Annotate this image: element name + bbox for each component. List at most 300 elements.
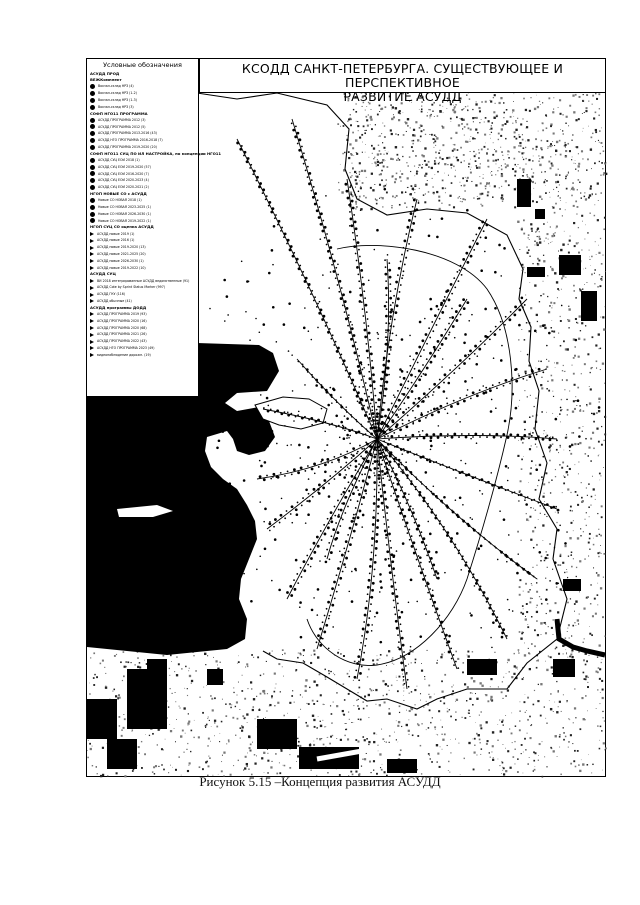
signal-dot xyxy=(370,455,372,457)
signal-dot xyxy=(433,595,435,597)
terrain-speck xyxy=(279,762,280,763)
signal-dot xyxy=(465,436,468,439)
terrain-speck xyxy=(580,330,581,331)
terrain-speck xyxy=(393,114,394,115)
terrain-speck xyxy=(371,109,372,110)
terrain-speck xyxy=(464,758,465,759)
signal-dot xyxy=(456,532,459,535)
signal-dot xyxy=(369,596,371,598)
signal-dot xyxy=(531,435,533,437)
signal-dot xyxy=(421,376,423,378)
terrain-speck xyxy=(421,111,423,113)
signal-dot xyxy=(598,406,601,409)
signal-dot xyxy=(477,547,480,550)
terrain-speck xyxy=(188,765,189,766)
terrain-speck xyxy=(310,662,312,664)
terrain-speck xyxy=(399,754,401,756)
terrain-speck xyxy=(406,207,407,208)
terrain-speck xyxy=(602,770,603,771)
terrain-speck xyxy=(485,694,487,696)
terrain-speck xyxy=(523,118,524,119)
signal-dot xyxy=(559,413,561,415)
terrain-speck xyxy=(540,683,542,685)
terrain-speck xyxy=(546,669,548,671)
terrain-speck xyxy=(605,162,606,163)
signal-dot xyxy=(220,393,222,395)
signal-dot xyxy=(362,315,364,317)
signal-dot xyxy=(355,341,357,343)
terrain-speck xyxy=(507,659,509,661)
terrain-speck xyxy=(327,737,328,738)
terrain-speck xyxy=(356,176,358,178)
terrain-speck xyxy=(448,761,449,762)
signal-dot xyxy=(376,533,379,536)
terrain-speck xyxy=(409,734,410,735)
signal-dot xyxy=(509,433,512,436)
terrain-speck xyxy=(525,618,527,620)
terrain-speck xyxy=(366,130,367,131)
terrain-speck xyxy=(552,111,554,113)
signal-dot xyxy=(361,666,363,668)
terrain-speck xyxy=(363,708,365,710)
signal-dot xyxy=(327,526,330,529)
terrain-speck xyxy=(237,663,238,664)
signal-dot xyxy=(434,517,437,520)
signal-dot xyxy=(492,384,494,386)
terrain-speck xyxy=(474,117,475,118)
terrain-speck xyxy=(573,558,574,559)
terrain-speck xyxy=(242,726,244,728)
signal-dot xyxy=(500,436,502,438)
signal-dot xyxy=(401,611,404,614)
terrain-speck xyxy=(572,182,573,183)
terrain-speck xyxy=(572,743,573,744)
signal-dot xyxy=(426,343,428,345)
signal-dot xyxy=(211,423,213,425)
terrain-speck xyxy=(412,134,414,136)
terrain-speck xyxy=(591,168,592,169)
signal-dot xyxy=(203,352,205,354)
terrain-speck xyxy=(587,686,589,688)
terrain-speck xyxy=(207,745,208,746)
signal-dot xyxy=(378,463,381,466)
signal-dot xyxy=(266,445,269,448)
signal-dot xyxy=(294,135,297,138)
terrain-speck xyxy=(519,631,521,633)
terrain-speck xyxy=(372,659,374,661)
signal-dot xyxy=(407,679,409,681)
terrain-speck xyxy=(410,127,411,128)
terrain-speck xyxy=(386,192,388,194)
signal-dot xyxy=(327,518,329,520)
signal-dot xyxy=(292,255,295,258)
signal-dot xyxy=(422,568,424,570)
terrain-speck xyxy=(575,119,577,121)
terrain-speck xyxy=(378,145,379,146)
terrain-speck xyxy=(556,187,557,188)
terrain-speck xyxy=(600,175,601,176)
terrain-speck xyxy=(257,716,259,718)
terrain-speck xyxy=(291,695,293,697)
terrain-speck xyxy=(342,153,343,154)
terrain-speck xyxy=(467,655,468,656)
signal-dot xyxy=(395,425,398,428)
terrain-speck xyxy=(356,121,357,122)
terrain-speck xyxy=(561,467,563,469)
terrain-speck xyxy=(138,753,139,754)
signal-dot xyxy=(410,579,413,582)
signal-dot xyxy=(512,610,514,612)
terrain-speck xyxy=(306,703,307,704)
terrain-speck xyxy=(176,674,178,676)
terrain-speck xyxy=(132,770,134,772)
terrain-speck xyxy=(363,701,364,702)
signal-dot xyxy=(292,129,295,132)
signal-dot xyxy=(548,446,551,449)
signal-dot xyxy=(329,558,331,560)
terrain-speck xyxy=(246,663,248,665)
terrain-speck xyxy=(362,152,363,153)
terrain-speck xyxy=(570,510,571,511)
terrain-speck xyxy=(354,171,356,173)
signal-dot xyxy=(427,503,429,505)
terrain-speck xyxy=(267,760,269,762)
signal-dot xyxy=(383,516,385,518)
signal-dot xyxy=(418,202,420,204)
terrain-speck xyxy=(538,684,539,685)
signal-dot xyxy=(360,209,362,211)
signal-dot xyxy=(351,416,353,418)
signal-dot xyxy=(329,615,331,617)
terrain-speck xyxy=(551,379,553,381)
terrain-speck xyxy=(131,662,132,663)
signal-dot xyxy=(403,683,405,685)
terrain-speck xyxy=(551,666,553,668)
terrain-speck xyxy=(540,560,541,561)
signal-dot xyxy=(417,362,419,364)
signal-dot xyxy=(552,506,555,509)
terrain-speck xyxy=(542,524,544,526)
terrain-speck xyxy=(411,146,413,148)
signal-dot xyxy=(345,474,347,476)
terrain-speck xyxy=(447,164,448,165)
terrain-speck xyxy=(592,336,594,338)
terrain-speck xyxy=(238,661,240,663)
terrain-speck xyxy=(435,145,436,146)
signal-dot xyxy=(330,517,333,520)
signal-dot xyxy=(266,475,268,477)
signal-dot xyxy=(338,461,340,463)
terrain-speck xyxy=(558,251,559,252)
signal-dot xyxy=(383,359,385,361)
terrain-speck xyxy=(543,255,544,256)
terrain-speck xyxy=(556,522,557,523)
terrain-speck xyxy=(547,275,548,276)
signal-dot xyxy=(549,438,552,441)
terrain-speck xyxy=(552,306,553,307)
terrain-speck xyxy=(521,468,523,470)
terrain-speck xyxy=(591,505,592,506)
terrain-speck xyxy=(188,725,189,726)
signal-dot xyxy=(316,536,319,539)
terrain-speck xyxy=(523,233,525,235)
terrain-speck xyxy=(572,411,574,413)
signal-dot xyxy=(472,436,474,438)
terrain-speck xyxy=(602,717,603,718)
terrain-speck xyxy=(185,733,186,734)
signal-dot xyxy=(548,332,551,335)
terrain-speck xyxy=(93,652,95,654)
terrain-speck xyxy=(348,118,350,120)
terrain-speck xyxy=(267,749,268,750)
terrain-speck xyxy=(562,275,564,277)
terrain-speck xyxy=(313,741,314,742)
signal-dot xyxy=(314,296,316,298)
terrain-speck xyxy=(580,535,581,536)
signal-dot xyxy=(400,655,402,657)
terrain-speck xyxy=(546,433,547,434)
terrain-speck xyxy=(464,126,466,128)
signal-dot xyxy=(391,419,394,422)
terrain-speck xyxy=(599,274,600,275)
terrain-speck xyxy=(480,182,482,184)
terrain-speck xyxy=(237,695,238,696)
terrain-speck xyxy=(515,725,516,726)
signal-dot xyxy=(491,647,493,649)
signal-dot xyxy=(365,382,367,384)
signal-dot xyxy=(406,521,409,524)
signal-dot xyxy=(358,190,360,192)
signal-dot xyxy=(334,506,336,508)
signal-dot xyxy=(371,630,373,632)
terrain-speck xyxy=(319,738,321,740)
signal-dot xyxy=(374,460,377,463)
signal-dot xyxy=(316,641,318,643)
signal-dot xyxy=(297,132,300,135)
signal-dot xyxy=(389,332,391,334)
terrain-speck xyxy=(598,333,600,335)
signal-dot xyxy=(335,537,338,540)
terrain-speck xyxy=(581,497,583,499)
signal-dot xyxy=(388,439,390,441)
terrain-speck xyxy=(468,163,470,165)
signal-dot xyxy=(291,123,293,125)
terrain-speck xyxy=(544,241,545,242)
terrain-speck xyxy=(492,154,494,156)
terrain-speck xyxy=(451,686,452,687)
terrain-speck xyxy=(453,148,455,150)
signal-dot xyxy=(407,250,409,252)
signal-dot xyxy=(406,226,409,229)
terrain-speck xyxy=(579,770,581,772)
signal-dot xyxy=(401,370,404,373)
terrain-speck xyxy=(436,744,438,746)
signal-dot xyxy=(566,399,568,401)
terrain-speck xyxy=(557,196,558,197)
signal-dot xyxy=(324,555,326,557)
signal-dot xyxy=(469,358,471,360)
terrain-speck xyxy=(250,681,252,683)
terrain-speck xyxy=(313,719,315,721)
signal-dot xyxy=(409,451,411,453)
signal-dot xyxy=(493,333,496,336)
signal-dot xyxy=(238,411,240,413)
terrain-speck xyxy=(178,756,180,758)
signal-dot xyxy=(455,477,457,479)
terrain-speck xyxy=(425,173,427,175)
terrain-speck xyxy=(550,167,552,169)
signal-dot xyxy=(347,506,349,508)
signal-dot xyxy=(345,409,347,411)
terrain-speck xyxy=(573,520,574,521)
terrain-speck xyxy=(584,558,585,559)
terrain-speck xyxy=(505,770,507,772)
terrain-speck xyxy=(433,193,434,194)
terrain-speck xyxy=(568,171,569,172)
terrain-speck xyxy=(599,740,600,741)
signal-dot xyxy=(269,521,271,523)
signal-dot xyxy=(479,479,481,481)
signal-dot xyxy=(401,277,403,279)
terrain-speck xyxy=(305,690,307,692)
signal-dot xyxy=(405,461,407,463)
signal-dot xyxy=(439,520,441,522)
signal-dot xyxy=(433,383,436,386)
signal-dot xyxy=(403,651,405,653)
signal-dot xyxy=(400,471,402,473)
terrain-speck xyxy=(257,656,259,658)
signal-dot xyxy=(383,422,386,425)
terrain-speck xyxy=(460,182,461,183)
terrain-speck xyxy=(343,714,344,715)
terrain-speck xyxy=(536,231,537,232)
terrain-speck xyxy=(464,190,465,191)
signal-dot xyxy=(426,554,428,556)
terrain-speck xyxy=(525,712,526,713)
terrain-speck xyxy=(602,659,603,660)
terrain-speck xyxy=(401,191,403,193)
terrain-speck xyxy=(467,178,468,179)
signal-dot xyxy=(417,405,420,408)
terrain-speck xyxy=(92,746,93,747)
terrain-speck xyxy=(506,164,508,166)
terrain-speck xyxy=(587,282,588,283)
signal-dot xyxy=(320,308,323,311)
signal-dot xyxy=(385,458,387,460)
signal-dot xyxy=(308,493,310,495)
signal-dot xyxy=(406,474,409,477)
signal-dot xyxy=(408,601,410,603)
terrain-speck xyxy=(361,170,363,172)
terrain-speck xyxy=(362,106,363,107)
terrain-speck xyxy=(532,598,533,599)
signal-dot xyxy=(413,454,415,456)
terrain-speck xyxy=(355,739,357,741)
signal-dot xyxy=(398,435,400,437)
signal-dot xyxy=(420,562,422,564)
terrain-speck xyxy=(543,260,545,262)
terrain-speck xyxy=(371,128,373,130)
signal-dot xyxy=(377,333,379,335)
signal-dot xyxy=(361,425,363,427)
signal-dot xyxy=(180,492,182,494)
terrain-speck xyxy=(539,196,541,198)
terrain-speck xyxy=(283,765,284,766)
terrain-speck xyxy=(524,371,526,373)
terrain-speck xyxy=(580,528,581,529)
signal-dot xyxy=(439,348,441,350)
terrain-speck xyxy=(561,289,562,290)
terrain-speck xyxy=(311,770,312,771)
signal-dot xyxy=(459,496,462,499)
terrain-speck xyxy=(578,623,579,624)
signal-dot xyxy=(334,515,336,517)
signal-dot xyxy=(362,386,364,388)
signal-dot xyxy=(531,499,533,501)
signal-dot xyxy=(329,475,331,477)
signal-dot xyxy=(383,364,386,367)
signal-dot xyxy=(351,327,354,330)
terrain-speck xyxy=(572,625,574,627)
terrain-speck xyxy=(520,351,521,352)
terrain-speck xyxy=(595,131,597,133)
terrain-speck xyxy=(448,157,450,159)
terrain-speck xyxy=(428,727,430,729)
signal-dot xyxy=(339,357,341,359)
terrain-speck xyxy=(355,179,357,181)
signal-dot xyxy=(314,203,317,206)
terrain-speck xyxy=(488,120,490,122)
terrain-speck xyxy=(528,648,529,649)
signal-dot xyxy=(408,652,411,655)
terrain-speck xyxy=(583,608,585,610)
terrain-speck xyxy=(540,598,541,599)
terrain-speck xyxy=(544,706,545,707)
signal-dot xyxy=(395,620,398,623)
terrain-speck xyxy=(592,133,593,134)
terrain-speck xyxy=(283,715,285,717)
signal-dot xyxy=(427,411,429,413)
terrain-speck xyxy=(592,764,593,765)
signal-dot xyxy=(271,580,273,582)
terrain-speck xyxy=(492,745,494,747)
signal-dot xyxy=(514,306,517,309)
terrain-speck xyxy=(541,634,542,635)
signal-dot xyxy=(380,392,383,395)
terrain-speck xyxy=(580,409,581,410)
terrain-speck xyxy=(491,122,493,124)
terrain-speck xyxy=(374,162,376,164)
signal-dot xyxy=(447,433,449,435)
terrain-speck xyxy=(514,175,516,177)
signal-dot xyxy=(330,551,333,554)
terrain-speck xyxy=(575,160,576,161)
signal-dot xyxy=(340,297,343,300)
terrain-speck xyxy=(548,146,549,147)
signal-dot xyxy=(513,313,516,316)
signal-dot xyxy=(358,661,360,663)
terrain-speck xyxy=(578,170,579,171)
terrain-speck xyxy=(468,166,469,167)
terrain-speck xyxy=(588,483,590,485)
terrain-speck xyxy=(565,437,567,439)
terrain-speck xyxy=(406,724,408,726)
terrain-speck xyxy=(289,754,290,755)
terrain-speck xyxy=(575,400,576,401)
signal-dot xyxy=(423,373,425,375)
signal-dot xyxy=(531,370,534,373)
terrain-speck xyxy=(256,755,257,756)
